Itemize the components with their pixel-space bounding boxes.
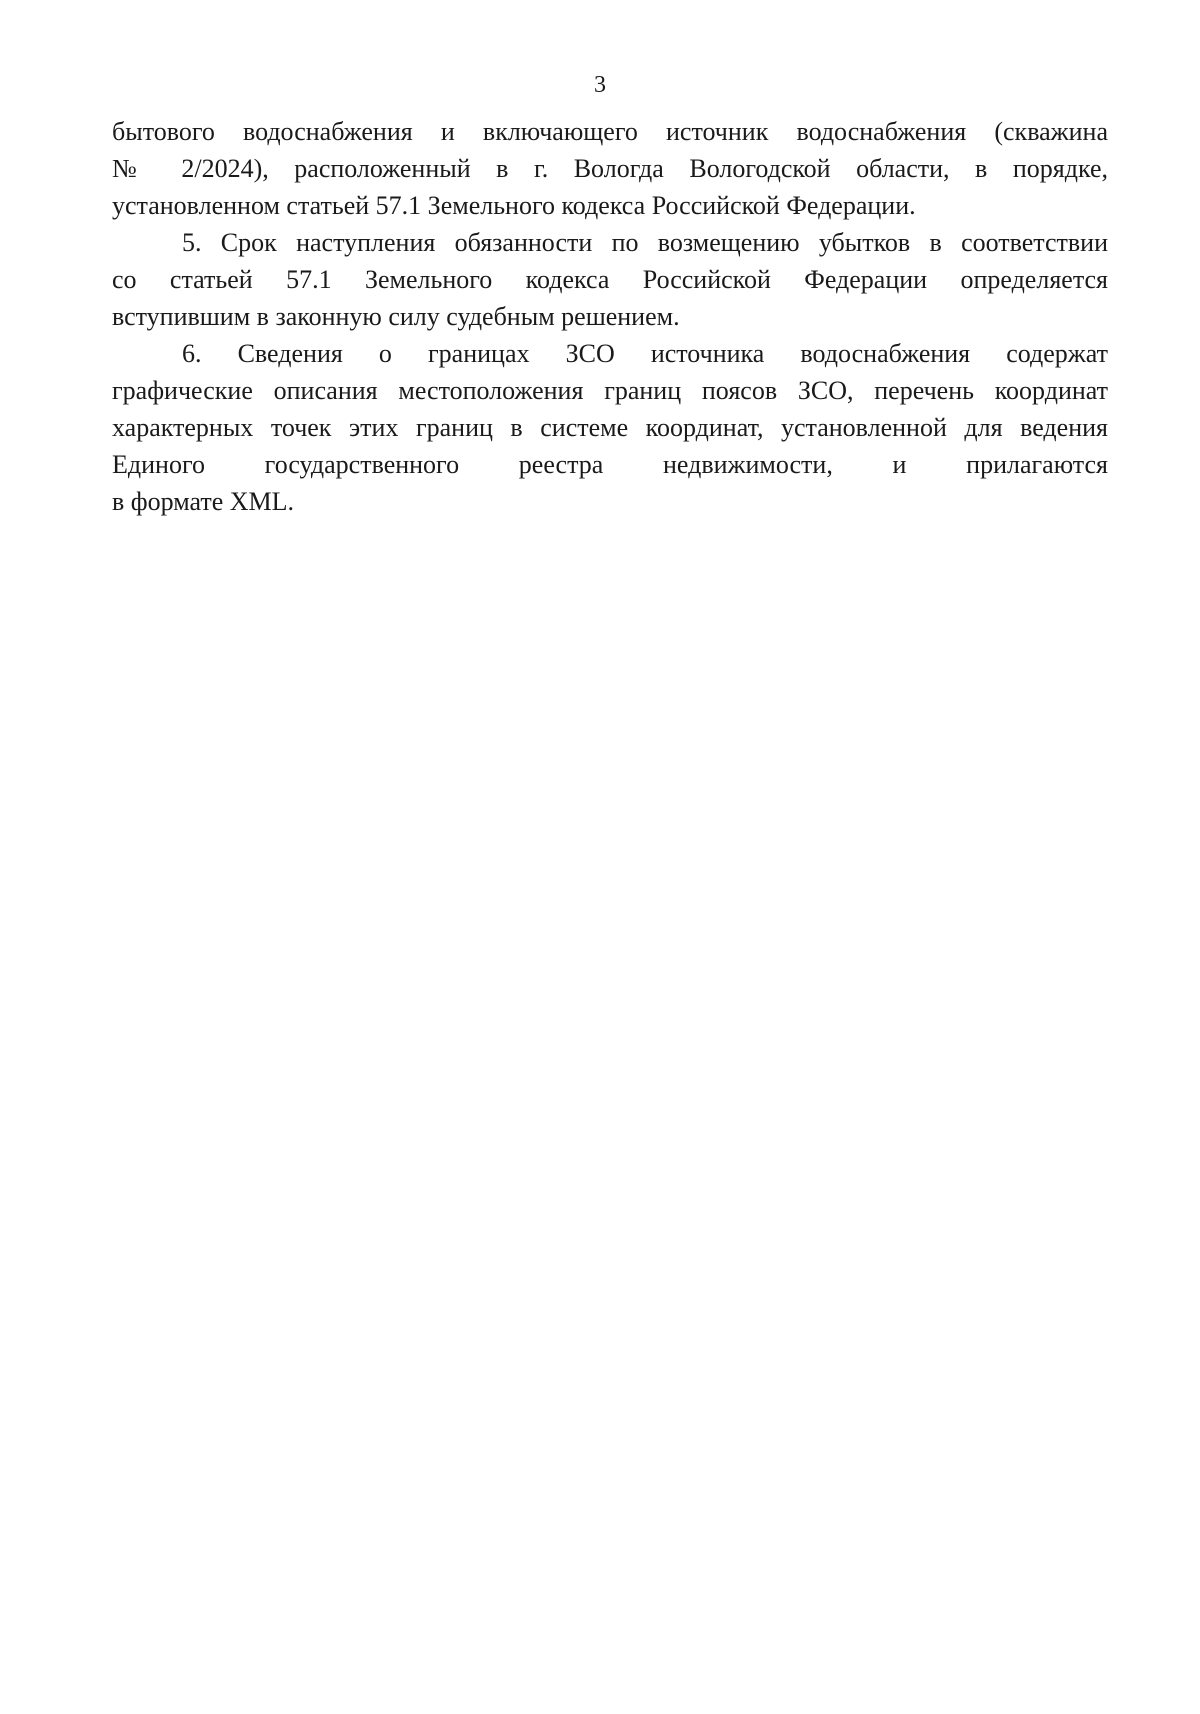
text-line: графические описания местоположения границ поясов ЗСО, перечень координат [112,376,1108,405]
text-line: Единого государственного реестра недвижимости, и прилагаются [112,450,1108,479]
text-line: № 2/2024), расположенный в г. Вологда Вологодской области, в порядке, [112,154,1108,183]
paragraph-continuation [112,113,1108,224]
text-line: установленном статьей 57.1 Земельного кодекса Российской Федерации. [112,191,916,220]
text-line: бытового водоснабжения и включающего источник водоснабжения (скважина [112,117,1108,146]
paragraph-item-5 [112,224,1108,335]
text-line: со статьей 57.1 Земельного кодекса Российской Федерации определяется [112,265,1108,294]
text-line: характерных точек этих границ в системе координат, установленной для ведения [112,413,1108,442]
page-number: 3 [594,72,606,98]
text-line: в формате XML. [112,487,295,516]
document-body [112,113,1108,520]
text-line: 6. Сведения о границах ЗСО источника водоснабжения содержат [182,339,1108,368]
text-line: 5. Срок наступления обязанности по возмещению убытков в соответствии [182,228,1108,257]
text-line: вступившим в законную силу судебным решением. [112,302,680,331]
paragraph-item-6 [112,335,1108,520]
